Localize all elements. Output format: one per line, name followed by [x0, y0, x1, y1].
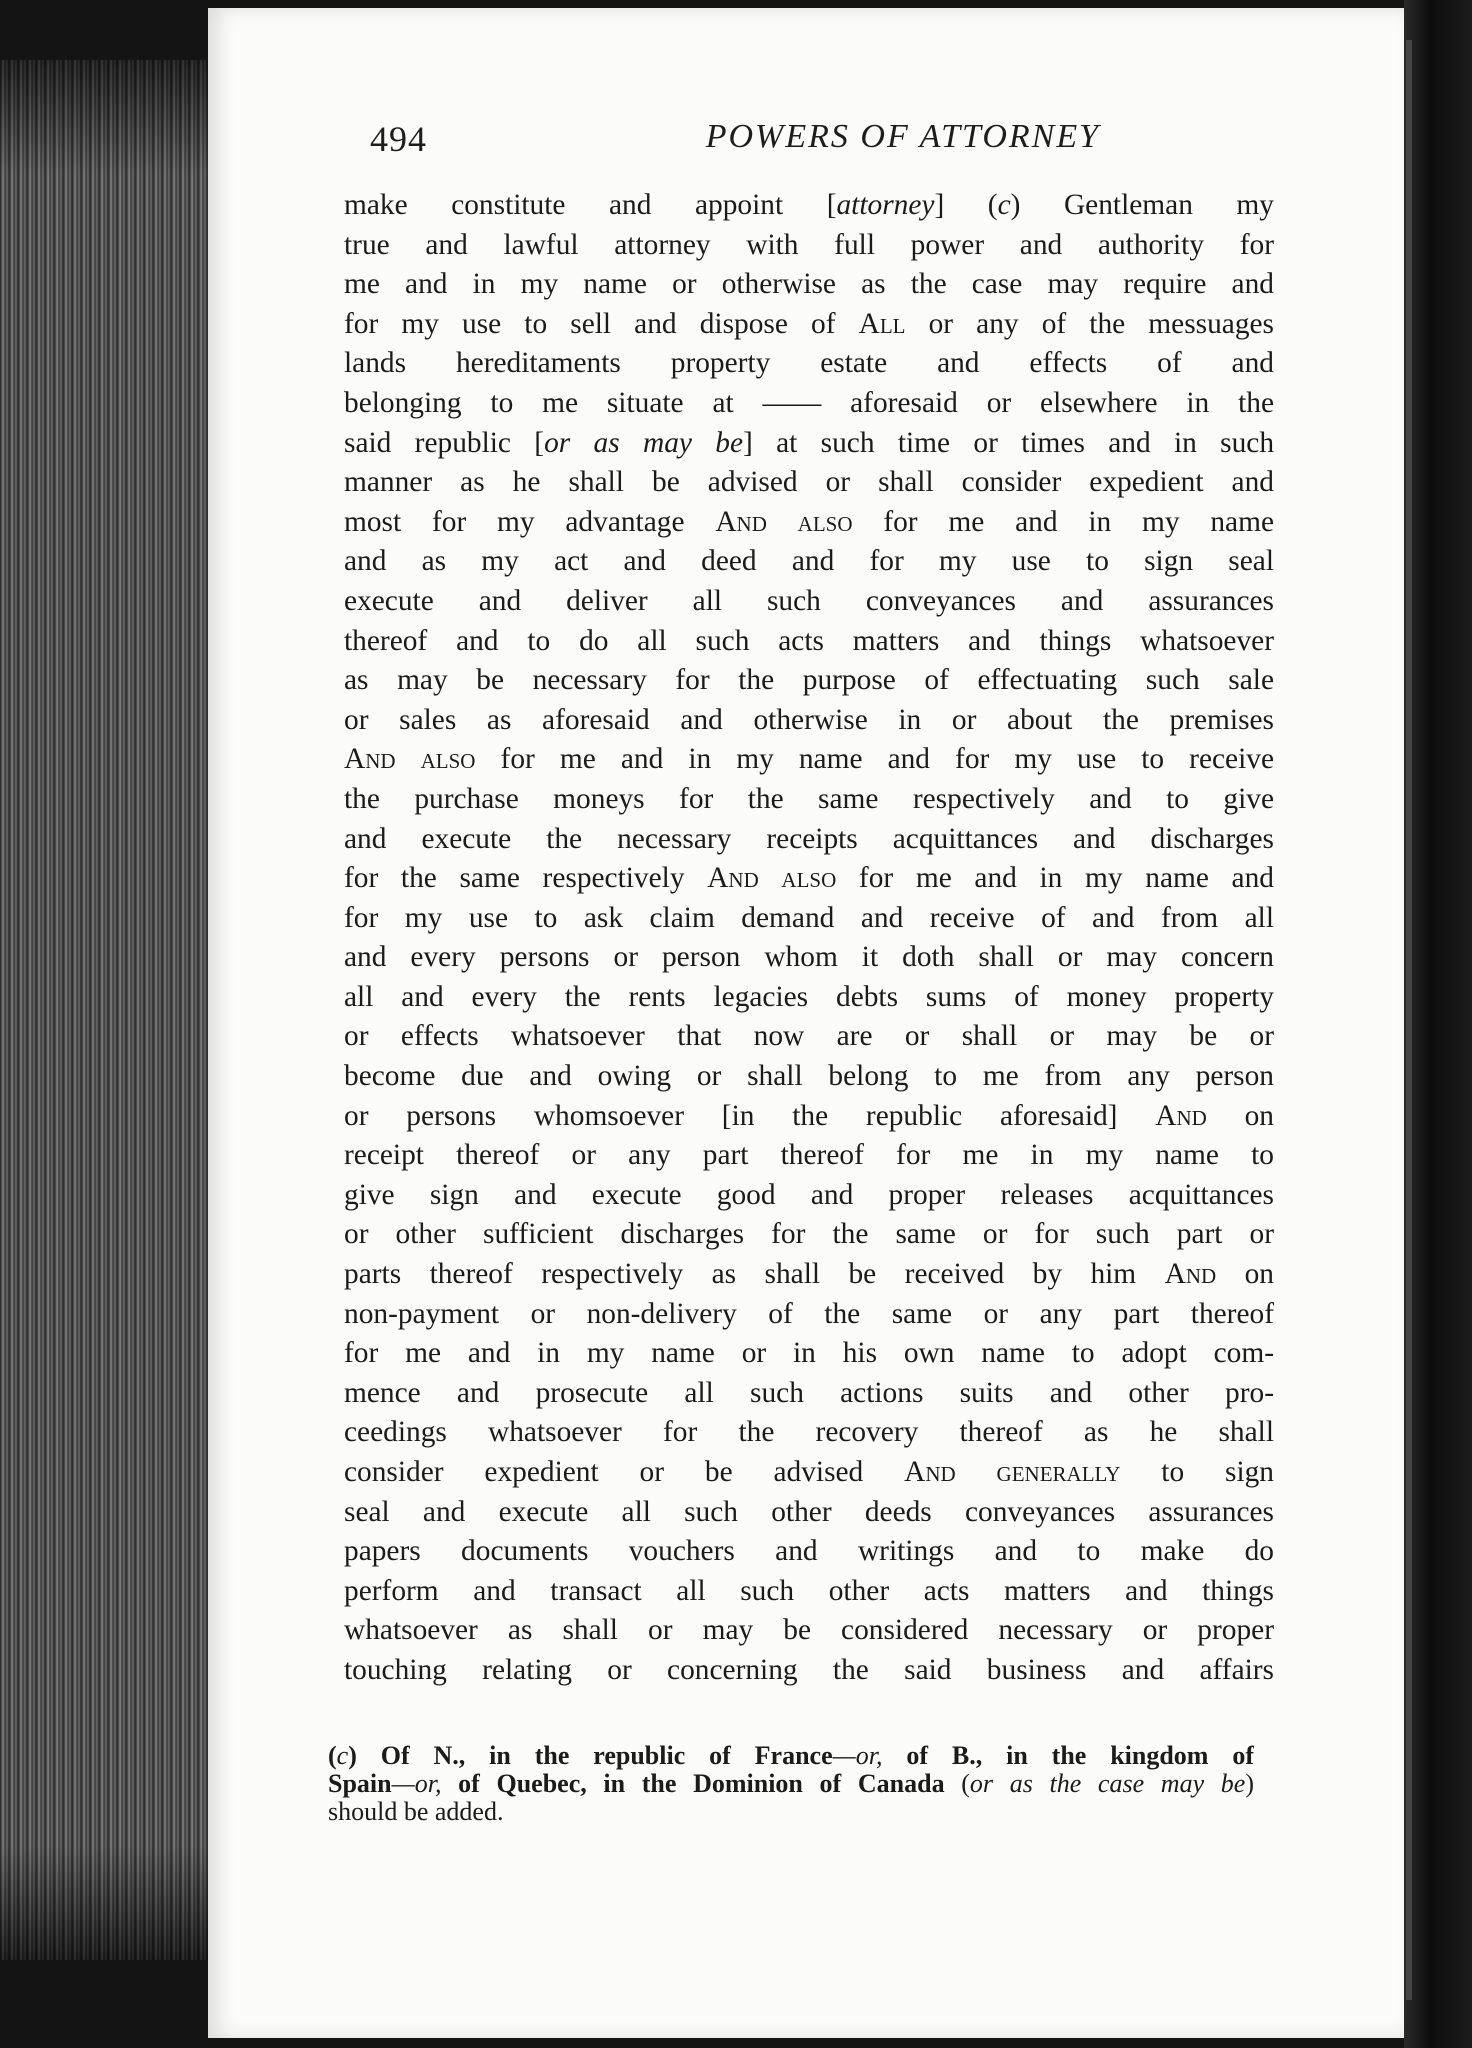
body-text: consider expedient or be advised: [344, 1456, 905, 1488]
body-text: become due and owing or shall belong to me from any person: [344, 1060, 1274, 1093]
footnote-text: —or,: [391, 1770, 442, 1798]
footnote-text: (: [328, 1742, 337, 1770]
body-text: give sign and execute good and proper releases acquittances: [344, 1178, 1274, 1211]
body-line: [344, 1057, 1274, 1097]
body-line: [344, 1176, 1274, 1216]
body-text: on: [1206, 1099, 1274, 1132]
body-text: me and in my name or otherwise as the case may require and: [344, 268, 1274, 301]
body-line: [344, 1532, 1274, 1572]
footnote-line: [328, 1798, 1254, 1826]
body-line: [344, 542, 1274, 582]
body-text: mence and prosecute all such actions suits and other pro-: [344, 1376, 1274, 1409]
body-line: [344, 1374, 1274, 1414]
body-line: [344, 859, 1274, 899]
body-text: on: [1216, 1258, 1274, 1291]
body-text: And: [1155, 1099, 1207, 1132]
body-line: [344, 305, 1274, 345]
body-line: [344, 622, 1274, 662]
body-text: lands hereditaments property estate and effects of and: [344, 347, 1274, 380]
footnote-text: ): [1245, 1770, 1254, 1798]
body-text: or any of the messuages: [905, 307, 1274, 340]
body-text: And also: [344, 743, 476, 776]
footnote-text: of Quebec, in the Dominion of Canada: [441, 1770, 962, 1798]
body-text: ceedings whatsoever for the recovery thereof as he shall: [344, 1416, 1274, 1449]
body-text: and as my act and deed and for my use to sign seal: [344, 545, 1274, 578]
body-line: [344, 978, 1274, 1018]
body-text: non-payment or non-delivery of the same or any part thereof: [344, 1297, 1274, 1330]
body-text: And also: [715, 505, 853, 538]
body-line: [344, 1097, 1274, 1137]
body-line: [344, 1572, 1274, 1612]
body-text: parts thereof respectively as shall be received by him: [344, 1258, 1165, 1291]
footnote-text: —or,: [832, 1742, 883, 1770]
body-line: [344, 1413, 1274, 1453]
body-text: All: [858, 307, 906, 340]
body-text: [344, 186, 1274, 1691]
footnote-text: should be added.: [328, 1798, 504, 1826]
body-line: [344, 1255, 1274, 1295]
body-text: all and every the rents legacies debts sums of money property: [344, 980, 1274, 1013]
footnote-text: Spain: [328, 1770, 392, 1798]
body-line: [344, 503, 1274, 543]
body-text: or other sufficient discharges for the same or for such part or: [344, 1218, 1274, 1251]
body-text: for the same respectively: [344, 862, 708, 895]
body-text: for me and in my name and for my use to receive: [475, 743, 1274, 776]
body-line: [344, 265, 1274, 305]
body-text: to sign: [1120, 1456, 1274, 1488]
body-line: [344, 424, 1274, 464]
body-text: for my use to ask claim demand and receive of and from all: [344, 901, 1274, 934]
body-text: And generally: [904, 1456, 1121, 1488]
body-text: perform and transact all such other acts matters and things: [344, 1574, 1274, 1607]
book-page-edges: [0, 60, 212, 1960]
footnote-line: [328, 1742, 1254, 1770]
body-text: or effects whatsoever that now are or shall or may be or: [344, 1020, 1274, 1053]
body-text: attorney: [836, 189, 935, 221]
body-text: or persons whomsoever [in the republic aforesaid]: [344, 1099, 1156, 1132]
body-text: or as may be: [544, 426, 744, 459]
body-text: ] at such time or times and in such: [743, 426, 1274, 459]
body-line: [344, 1611, 1274, 1651]
body-line: [344, 186, 1274, 226]
body-line: [344, 740, 1274, 780]
body-text: for me and in my name: [852, 505, 1274, 538]
body-text: seal and execute all such other deeds conveyances assurances: [344, 1495, 1274, 1528]
footnote-text: ) Of N., in the republic of France: [348, 1742, 833, 1770]
footnote-text: or as the case may be: [969, 1770, 1246, 1798]
book-gutter: [1404, 0, 1472, 2048]
body-line: [344, 582, 1274, 622]
body-line: [344, 344, 1274, 384]
body-text: make constitute and appoint [: [344, 189, 837, 221]
body-text: whatsoever as shall or may be considered necessary or proper: [344, 1614, 1274, 1647]
body-line: [344, 1453, 1274, 1493]
body-line: [344, 938, 1274, 978]
footnote: [328, 1742, 1254, 1826]
footnote-line: [328, 1770, 1254, 1798]
body-line: [344, 226, 1274, 266]
body-text: papers documents vouchers and writings and to make do: [344, 1535, 1274, 1568]
page-number: 494: [370, 119, 427, 159]
body-line: [344, 1215, 1274, 1255]
body-text: as may be necessary for the purpose of effectuating such sale: [344, 664, 1274, 697]
body-line: [344, 701, 1274, 741]
body-text: thereof and to do all such acts matters and things whatsoever: [344, 624, 1274, 657]
footnote-text: of B., in the kingdom of: [882, 1742, 1254, 1770]
body-line: [344, 1334, 1274, 1374]
body-text: And also: [707, 862, 837, 895]
body-text: true and lawful attorney with full power and authority for: [344, 228, 1274, 261]
body-text: for me and in my name and: [836, 862, 1274, 895]
body-line: [344, 1017, 1274, 1057]
body-text: execute and deliver all such conveyances and assurances: [344, 584, 1274, 617]
running-head: [370, 118, 1100, 168]
body-line: [344, 1493, 1274, 1533]
page-title: POWERS OF ATTORNEY: [705, 118, 1100, 155]
body-text: and execute the necessary receipts acquittances and discharges: [344, 822, 1274, 855]
footnote-text: c: [336, 1742, 349, 1770]
body-line: [344, 1295, 1274, 1335]
body-text: receipt thereof or any part thereof for me in my name to: [344, 1139, 1274, 1172]
body-text: and every persons or person whom it doth shall or may concern: [344, 941, 1274, 974]
body-line: [344, 780, 1274, 820]
body-line: [344, 661, 1274, 701]
body-text: belonging to me situate at —— aforesaid or elsewhere in the: [344, 386, 1274, 419]
body-line: [344, 1136, 1274, 1176]
body-line: [344, 463, 1274, 503]
body-text: said republic [: [344, 426, 545, 459]
body-text: for my use to sell and dispose of: [344, 307, 859, 340]
body-text: And: [1164, 1258, 1217, 1291]
body-text: c: [997, 189, 1011, 221]
body-text: most for my advantage: [344, 505, 716, 538]
body-line: [344, 1651, 1274, 1691]
body-text: or sales as aforesaid and otherwise in or about the premises: [344, 703, 1274, 736]
body-text: manner as he shall be advised or shall consider expedient and: [344, 466, 1274, 499]
body-text: for me and in my name or in his own name to adopt com-: [344, 1337, 1274, 1370]
body-text: ) Gentleman my: [1010, 189, 1274, 221]
body-line: [344, 899, 1274, 939]
footnote-text: (: [961, 1770, 970, 1798]
body-line: [344, 384, 1274, 424]
body-line: [344, 820, 1274, 860]
body-text: the purchase moneys for the same respectively and to give: [344, 782, 1274, 815]
body-text: touching relating or concerning the said business and affairs: [344, 1653, 1274, 1686]
body-text: ] (: [934, 189, 998, 221]
